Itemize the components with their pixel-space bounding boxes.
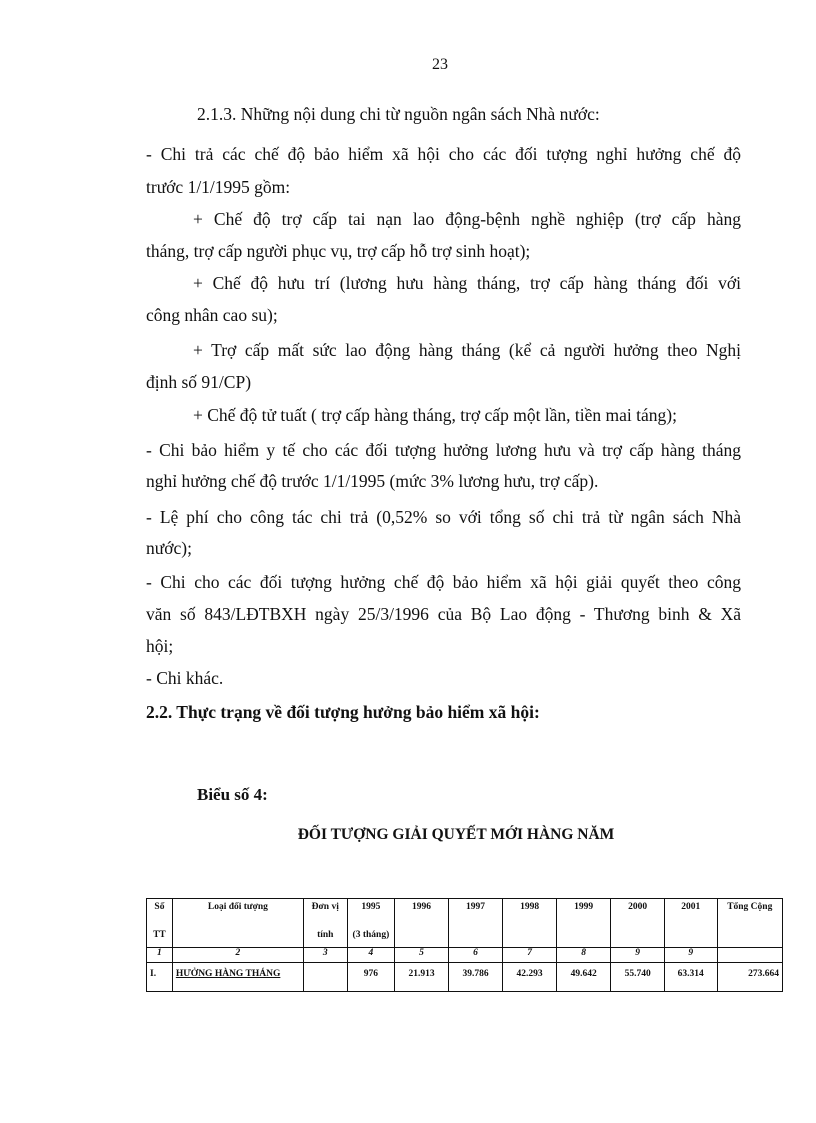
index-cell: 6 [448, 948, 503, 963]
index-cell: 9 [611, 948, 665, 963]
header-cell [556, 930, 611, 948]
index-cell: 1 [147, 948, 173, 963]
table-index-row [147, 948, 783, 963]
table-cell: 273.664 [717, 963, 782, 992]
paragraph-line: nghỉ hưởng chế độ trước 1/1/1995 (mức 3% lương hưu, trợ cấp). [146, 471, 599, 491]
header-cell [717, 930, 782, 948]
index-cell [717, 948, 782, 963]
table-header-row [147, 899, 783, 931]
header-cell [395, 930, 449, 948]
paragraph-line: - Chi khác. [146, 668, 224, 688]
table-cell: 21.913 [395, 963, 449, 992]
paragraph-line: nước); [146, 538, 192, 558]
header-cell: tính [303, 930, 347, 948]
header-cell: 1996 [395, 899, 449, 931]
paragraph-line: + Trợ cấp mất sức lao động hàng tháng (kể cả người hưởng theo Nghị [193, 340, 741, 360]
table-cell: 63.314 [664, 963, 717, 992]
index-cell: 8 [556, 948, 611, 963]
paragraph-line: trước 1/1/1995 gồm: [146, 177, 291, 197]
index-cell: 2 [172, 948, 303, 963]
header-cell: 1995 [347, 899, 395, 931]
header-cell: 1998 [503, 899, 557, 931]
data-table [146, 898, 783, 992]
table-label: Biểu số 4: [197, 785, 268, 804]
index-cell: 7 [503, 948, 557, 963]
section-heading-2-1-3: 2.1.3. Những nội dung chi từ nguồn ngân sách Nhà nước: [197, 104, 600, 124]
header-cell [172, 930, 303, 948]
header-cell: 1997 [448, 899, 503, 931]
paragraph-line: - Chi cho các đối tượng hưởng chế độ bảo hiểm xã hội giải quyết theo công [146, 572, 741, 592]
table-header-row [147, 930, 783, 948]
paragraph-line: + Chế độ trợ cấp tai nạn lao động-bệnh nghề nghiệp (trợ cấp hàng [193, 209, 741, 229]
header-cell [448, 930, 503, 948]
header-cell: (3 tháng) [347, 930, 395, 948]
header-cell: 2001 [664, 899, 717, 931]
header-cell [664, 930, 717, 948]
index-cell: 4 [347, 948, 395, 963]
header-cell: 1999 [556, 899, 611, 931]
header-cell [611, 930, 665, 948]
table-cell: 42.293 [503, 963, 557, 992]
table-cell: 39.786 [448, 963, 503, 992]
paragraph-line: - Chi bảo hiểm y tế cho các đối tượng hưởng lương hưu và trợ cấp hàng tháng [146, 440, 741, 460]
header-cell: Loại đối tượng [172, 899, 303, 931]
paragraph-line: tháng, trợ cấp người phục vụ, trợ cấp hỗ trợ sinh hoạt); [146, 241, 531, 261]
table-cell: 55.740 [611, 963, 665, 992]
table-cell [303, 963, 347, 992]
index-cell: 5 [395, 948, 449, 963]
table-row [147, 963, 783, 992]
paragraph-line: + Chế độ tử tuất ( trợ cấp hàng tháng, trợ cấp một lần, tiền mai táng); [193, 405, 677, 425]
header-cell: TT [147, 930, 173, 948]
table-cell: I. [147, 963, 173, 992]
index-cell: 9 [664, 948, 717, 963]
page-number: 23 [432, 56, 448, 73]
header-cell: Số [147, 899, 173, 931]
table-cell: 49.642 [556, 963, 611, 992]
section-heading-2-2: 2.2. Thực trạng về đối tượng hưởng bảo hiểm xã hội: [146, 702, 540, 722]
header-cell: Tổng Cộng [717, 899, 782, 931]
paragraph-line: hội; [146, 636, 174, 656]
header-cell: Đơn vị [303, 899, 347, 931]
paragraph-line: - Chi trả các chế độ bảo hiểm xã hội cho các đối tượng nghỉ hưởng chế độ [146, 144, 741, 164]
paragraph-line: văn số 843/LĐTBXH ngày 25/3/1996 của Bộ Lao động - Thương binh & Xã [146, 604, 741, 624]
table-title: ĐỐI TƯỢNG GIẢI QUYẾT MỚI HÀNG NĂM [297, 826, 615, 843]
table-cell: HƯỞNG HÀNG THÁNG [172, 963, 303, 992]
header-cell: 2000 [611, 899, 665, 931]
paragraph-line: - Lệ phí cho công tác chi trả (0,52% so với tổng số chi trả từ ngân sách Nhà [146, 507, 741, 527]
paragraph-line: định số 91/CP) [146, 372, 252, 392]
index-cell: 3 [303, 948, 347, 963]
table-cell: 976 [347, 963, 395, 992]
header-cell [503, 930, 557, 948]
paragraph-line: công nhân cao su); [146, 305, 278, 325]
paragraph-line: + Chế độ hưu trí (lương hưu hàng tháng, trợ cấp hàng tháng đối với [193, 273, 741, 293]
